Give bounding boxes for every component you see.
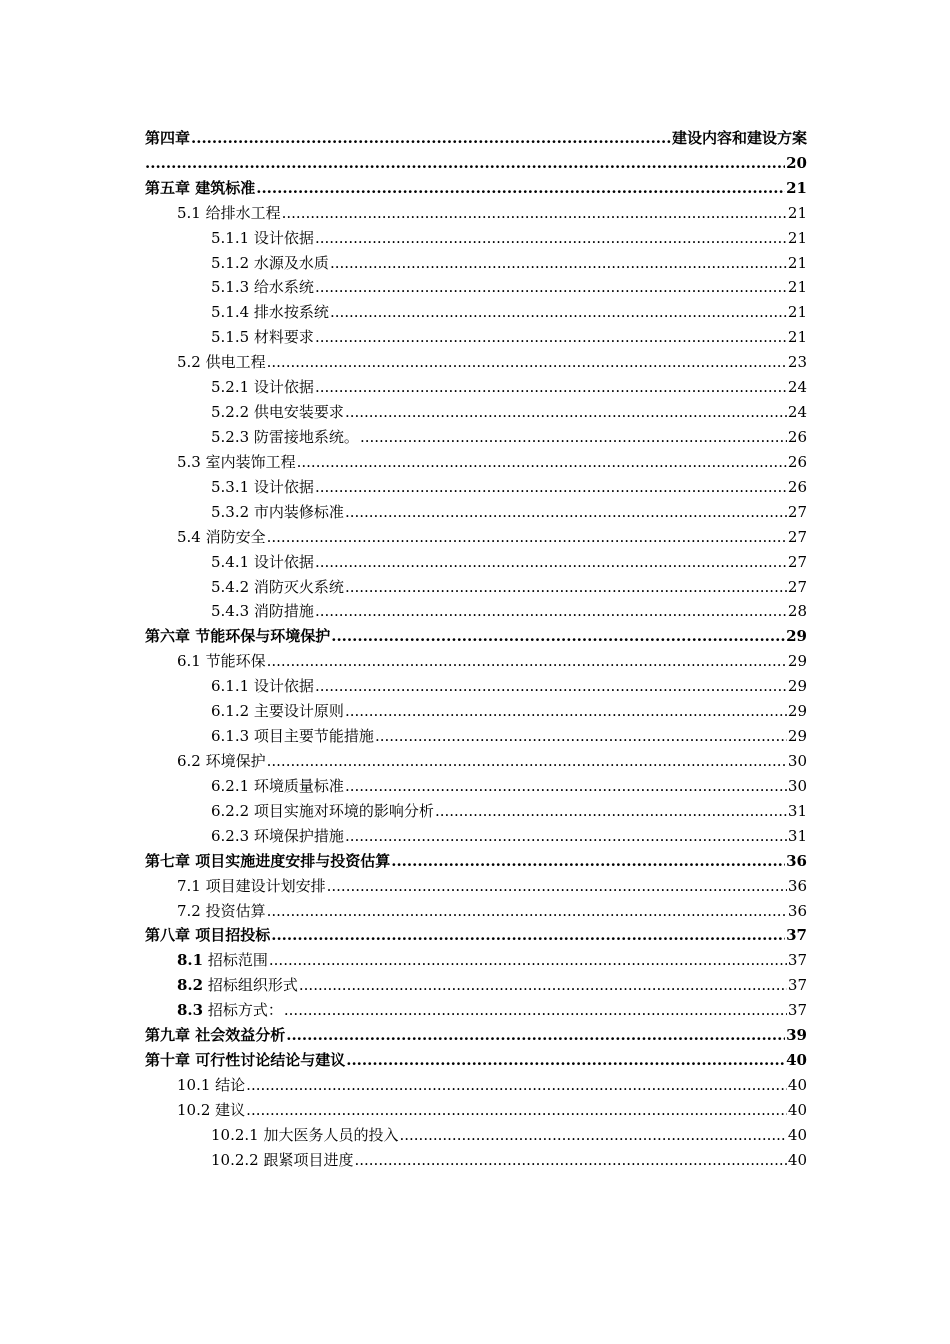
toc-entry-5-1-5[interactable] (145, 322, 807, 347)
toc-page: 37 (786, 926, 807, 945)
toc-title: 5.1.1 设计依据 (211, 228, 314, 247)
toc-page: 21 (787, 278, 807, 297)
toc-entry-10-2-2[interactable] (145, 1145, 807, 1170)
toc-entry-5-4-1[interactable] (145, 547, 807, 572)
toc-leader (315, 277, 787, 297)
toc-leader (327, 876, 787, 896)
toc-entry-10-2-1[interactable] (145, 1120, 807, 1145)
toc-title: 6.1.3 项目主要节能措施 (211, 727, 374, 746)
toc-title: 5.1.5 材料要求 (211, 328, 314, 347)
toc-page: 40 (787, 1125, 807, 1144)
toc-title: 6.2.1 环境质量标准 (211, 776, 344, 795)
toc-entry-6-2-3[interactable] (145, 821, 807, 846)
toc-entry-5-4-3[interactable] (145, 597, 807, 622)
toc-page: 26 (787, 427, 807, 446)
toc-page: 27 (787, 577, 807, 596)
toc-page: 37 (787, 976, 807, 995)
toc-page: 21 (787, 303, 807, 322)
toc-leader (315, 601, 787, 621)
toc-entry-8-1[interactable] (145, 945, 807, 970)
toc-leader (271, 925, 785, 945)
toc-entry-6-1-2[interactable] (145, 696, 807, 721)
toc-leader (267, 651, 787, 671)
toc-leader (345, 577, 787, 597)
toc-page: 40 (787, 1150, 807, 1169)
toc-entry-5-1[interactable] (145, 198, 807, 223)
toc-title: 10.2 建议 (177, 1100, 246, 1119)
toc-entry-5-1-4[interactable] (145, 297, 807, 322)
toc-page: 26 (787, 477, 807, 496)
toc-entry-10-1[interactable] (145, 1070, 807, 1095)
toc-leader (346, 1050, 785, 1070)
toc-title: 6.1 节能环保 (177, 652, 266, 671)
toc-page: 30 (787, 751, 807, 770)
toc-leader (267, 527, 787, 547)
toc-entry-ch6[interactable] (145, 621, 807, 646)
toc-title: 第五章 建筑标准 (145, 178, 256, 197)
toc-title: 第七章 项目实施进度安排与投资估算 (145, 851, 391, 870)
toc-page: 27 (787, 502, 807, 521)
toc-page: 20 (786, 153, 807, 172)
toc-leader (331, 626, 785, 646)
toc-entry-6-1-3[interactable] (145, 721, 807, 746)
toc-title-text: 招标方式： (203, 1001, 283, 1020)
toc-page: 24 (787, 403, 807, 422)
toc-title (177, 950, 268, 970)
toc-number: 8.2 (177, 976, 204, 995)
toc-page: 21 (787, 203, 807, 222)
toc-entry-ch4[interactable] (145, 123, 807, 148)
toc-entry-5-4[interactable] (145, 522, 807, 547)
toc-title: 5.1.4 排水按系统 (211, 303, 329, 322)
toc-leader (354, 1150, 786, 1170)
toc-title (177, 1000, 283, 1020)
toc-title: 第八章 项目招投标 (145, 926, 271, 945)
toc-number: 8.3 (177, 1001, 204, 1020)
toc-leader (282, 203, 787, 223)
toc-leader (315, 552, 787, 572)
toc-entry-8-3[interactable] (145, 995, 807, 1020)
toc-leader (345, 776, 787, 796)
toc-page: 37 (787, 951, 807, 970)
toc-entry-5-3[interactable] (145, 447, 807, 472)
toc-title (177, 975, 298, 995)
toc-leader (399, 1125, 786, 1145)
toc-leader (267, 901, 787, 921)
toc-title: 5.4 消防安全 (177, 527, 266, 546)
toc-entry-6-1-1[interactable] (145, 671, 807, 696)
toc-entry-ch5[interactable] (145, 173, 807, 198)
toc-page: 21 (787, 328, 807, 347)
toc-title: 5.1 给排水工程 (177, 203, 281, 222)
toc-page: 37 (787, 1001, 807, 1020)
toc-page: 36 (787, 876, 807, 895)
toc-entry-5-2[interactable] (145, 347, 807, 372)
toc-leader (345, 701, 787, 721)
toc-entry-ch7[interactable] (145, 846, 807, 871)
toc-page: 40 (787, 1075, 807, 1094)
toc-title: 第四章 (145, 128, 191, 147)
toc-entry-5-2-3[interactable] (145, 422, 807, 447)
toc-title: 7.2 投资估算 (177, 901, 266, 920)
toc-entry-ch10[interactable] (145, 1045, 807, 1070)
toc-title: 10.1 结论 (177, 1075, 246, 1094)
toc-page: 21 (786, 178, 807, 197)
toc-title: 5.2.2 供电安装要求 (211, 403, 344, 422)
toc-title: 5.4.1 设计依据 (211, 552, 314, 571)
toc-title: 6.2.2 项目实施对环境的影响分析 (211, 801, 434, 820)
toc-page: 21 (787, 228, 807, 247)
toc-title: 5.4.3 消防措施 (211, 602, 314, 621)
toc-entry-6-2-1[interactable] (145, 771, 807, 796)
toc-title: 10.2.2 跟紧项目进度 (211, 1150, 354, 1169)
toc-entry-5-4-2[interactable] (145, 572, 807, 597)
toc-entry-8-2[interactable] (145, 970, 807, 995)
toc-leader (315, 327, 787, 347)
toc-entry-6-2[interactable] (145, 746, 807, 771)
toc-title: 5.2.1 设计依据 (211, 378, 314, 397)
toc-page: 27 (787, 527, 807, 546)
toc-page: 23 (787, 353, 807, 372)
toc-title: 5.1.2 水源及水质 (211, 253, 329, 272)
toc-title: 第十章 可行性讨论结论与建议 (145, 1051, 346, 1070)
toc-leader (246, 1075, 787, 1095)
toc-leader (330, 302, 787, 322)
toc-title: 10.2.1 加大医务人员的投入 (211, 1125, 399, 1144)
toc-entry-ch8[interactable] (145, 921, 807, 946)
toc-page: 24 (787, 378, 807, 397)
toc-page: 39 (786, 1026, 807, 1045)
toc-page: 29 (787, 677, 807, 696)
toc-title: 5.2 供电工程 (177, 353, 266, 372)
toc-page: 29 (787, 652, 807, 671)
toc-leader (256, 178, 785, 198)
toc-entry-5-3-1[interactable] (145, 472, 807, 497)
toc-title: 5.3.2 市内装修标准 (211, 502, 344, 521)
toc-title-continued: 建设内容和建设方案 (671, 128, 807, 147)
toc-leader (286, 1025, 785, 1045)
toc-leader (299, 975, 787, 995)
toc-entry-5-2-1[interactable] (145, 372, 807, 397)
table-of-contents (145, 123, 807, 1170)
toc-entry-ch4-page-line[interactable] (145, 148, 807, 173)
toc-title: 5.4.2 消防灭火系统 (211, 577, 344, 596)
toc-leader (391, 851, 785, 871)
toc-page: 27 (787, 552, 807, 571)
toc-title: 第九章 社会效益分析 (145, 1026, 286, 1045)
toc-page: 28 (787, 602, 807, 621)
toc-leader (315, 477, 787, 497)
toc-title: 6.1.1 设计依据 (211, 677, 314, 696)
toc-entry-5-3-2[interactable] (145, 497, 807, 522)
toc-entry-ch9[interactable] (145, 1020, 807, 1045)
toc-leader (315, 377, 787, 397)
toc-page: 29 (786, 627, 807, 646)
toc-leader (315, 228, 787, 248)
toc-page: 31 (787, 801, 807, 820)
toc-entry-6-1[interactable] (145, 646, 807, 671)
toc-page: 36 (787, 901, 807, 920)
toc-title: 6.2.3 环境保护措施 (211, 826, 344, 845)
toc-page: 30 (787, 776, 807, 795)
toc-entry-7-2[interactable] (145, 896, 807, 921)
toc-title: 5.3 室内装饰工程 (177, 452, 296, 471)
toc-leader (267, 751, 787, 771)
toc-leader (375, 726, 787, 746)
toc-leader (191, 128, 671, 148)
toc-title-text: 招标范围 (203, 951, 268, 970)
toc-leader (360, 427, 787, 447)
toc-leader (345, 402, 787, 422)
toc-entry-5-2-2[interactable] (145, 397, 807, 422)
toc-page: 40 (786, 1051, 807, 1070)
toc-leader (345, 826, 787, 846)
toc-entry-10-2[interactable] (145, 1095, 807, 1120)
toc-title: 7.1 项目建设计划安排 (177, 876, 326, 895)
toc-title: 5.2.3 防雷接地系统。 (211, 427, 359, 446)
toc-title: 5.1.3 给水系统 (211, 278, 314, 297)
toc-title: 5.3.1 设计依据 (211, 477, 314, 496)
toc-leader (345, 502, 787, 522)
toc-leader (145, 153, 785, 173)
toc-leader (315, 676, 787, 696)
toc-entry-5-1-3[interactable] (145, 273, 807, 298)
toc-leader (246, 1100, 787, 1120)
toc-leader (297, 452, 787, 472)
toc-entry-5-1-2[interactable] (145, 248, 807, 273)
toc-entry-6-2-2[interactable] (145, 796, 807, 821)
toc-leader (330, 253, 787, 273)
toc-title: 6.2 环境保护 (177, 751, 266, 770)
toc-leader (267, 352, 787, 372)
toc-title: 6.1.2 主要设计原则 (211, 702, 344, 721)
toc-title: 第六章 节能环保与环境保护 (145, 627, 331, 646)
toc-title-text: 招标组织形式 (203, 976, 298, 995)
toc-leader (269, 950, 787, 970)
toc-page: 31 (787, 826, 807, 845)
toc-number: 8.1 (177, 951, 204, 970)
toc-page: 29 (787, 702, 807, 721)
toc-page: 36 (786, 851, 807, 870)
toc-page: 26 (787, 452, 807, 471)
toc-leader (435, 801, 787, 821)
toc-entry-7-1[interactable] (145, 871, 807, 896)
toc-page: 21 (787, 253, 807, 272)
toc-page: 29 (787, 727, 807, 746)
toc-page: 40 (787, 1100, 807, 1119)
toc-entry-5-1-1[interactable] (145, 223, 807, 248)
toc-leader (284, 1000, 787, 1020)
